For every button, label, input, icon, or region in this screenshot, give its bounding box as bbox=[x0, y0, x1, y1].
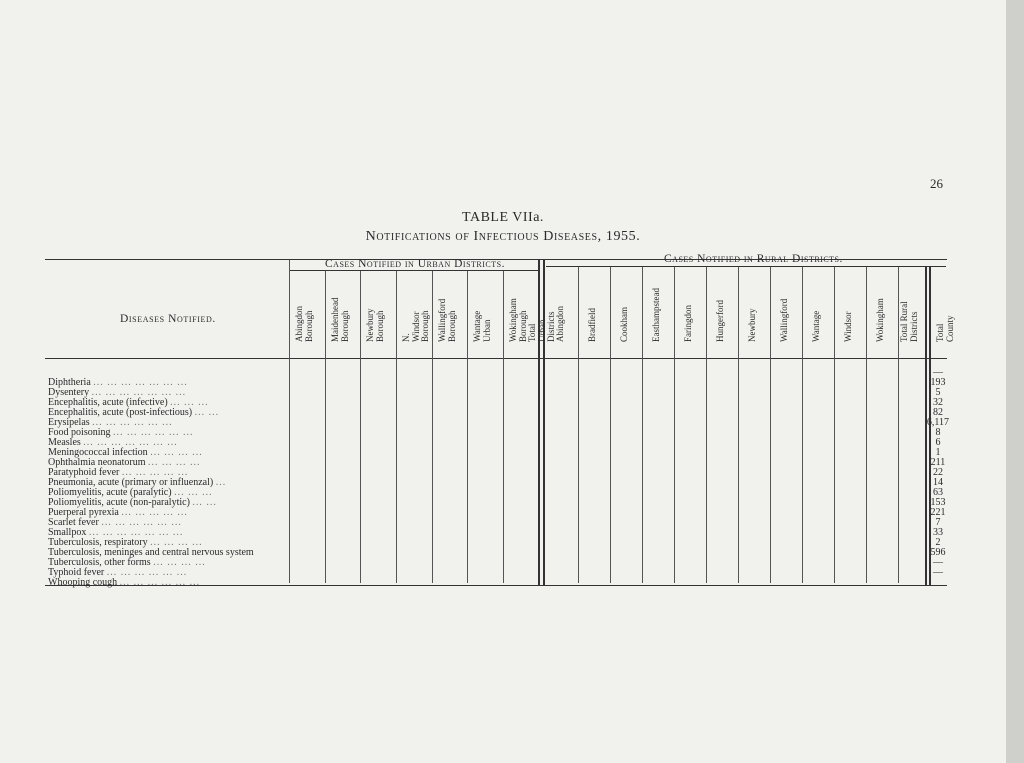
col-divider bbox=[834, 267, 835, 583]
total-county-cell: 1 bbox=[935, 447, 941, 458]
urban-group-heading: Cases Notified in Urban Districts. bbox=[325, 258, 505, 270]
disease-label: Poliomyelitis, acute (non-paralytic) ... ... bbox=[48, 497, 217, 508]
col-header-rural-windsor: Windsor bbox=[843, 311, 853, 342]
total-county-cell: 6,117 bbox=[926, 417, 950, 428]
total-county-cell: — bbox=[933, 557, 943, 568]
rural-group-rule bbox=[546, 266, 946, 267]
total-county-cell: 221 bbox=[930, 507, 946, 518]
disease-label: Pneumonia, acute (primary or influenzal) ... bbox=[48, 477, 227, 488]
col-divider bbox=[706, 267, 707, 583]
col-divider bbox=[866, 267, 867, 583]
disease-label: Encephalitis, acute (infective) ... ... ... bbox=[48, 397, 209, 408]
disease-label: Food poisoning ... ... ... ... ... ... bbox=[48, 427, 194, 438]
disease-label: Encephalitis, acute (post-infectious) ... ... bbox=[48, 407, 220, 418]
col-header-rural-easthampstead: Easthampstead bbox=[651, 288, 661, 342]
total-county-cell: — bbox=[933, 567, 943, 578]
col-divider bbox=[578, 267, 579, 583]
col-header-urban-newbury: Newbury Borough bbox=[365, 308, 385, 342]
col-header-rural-wokingham: Wokingham bbox=[875, 298, 885, 342]
table-title: Notifications of Infectious Diseases, 1955. bbox=[365, 229, 641, 244]
col-header-rural-newbury: Newbury bbox=[747, 308, 757, 342]
col-header-rural-bradfield: Bradfield bbox=[587, 308, 597, 342]
total-county-cell: 82 bbox=[933, 407, 943, 418]
col-divider bbox=[610, 267, 611, 583]
col-header-urban-wantage: Wantage Urban bbox=[472, 310, 492, 342]
col-divider bbox=[325, 271, 326, 583]
col-divider bbox=[738, 267, 739, 583]
col-header-rural-wantage: Wantage bbox=[811, 310, 821, 342]
total-county-cell: 211 bbox=[930, 457, 946, 468]
rural-group-heading: Cases Notified in Rural Districts. bbox=[664, 253, 843, 265]
disease-label: Scarlet fever ... ... ... ... ... ... bbox=[48, 517, 182, 528]
col-header-rural-cookham: Cookham bbox=[619, 307, 629, 342]
disease-label: Tuberculosis, other forms ... ... ... ... bbox=[48, 557, 206, 568]
disease-label: Typhoid fever ... ... ... ... ... ... bbox=[48, 567, 188, 578]
disease-label: Dysentery ... ... ... ... ... ... ... bbox=[48, 387, 187, 398]
col-divider bbox=[396, 271, 397, 583]
disease-label: Erysipelas ... ... ... ... ... ... bbox=[48, 417, 173, 428]
total-county-cell: 14 bbox=[933, 477, 943, 488]
col-divider bbox=[642, 267, 643, 583]
col-header-rural-hungerford: Hungerford bbox=[715, 300, 725, 342]
disease-label: Tuberculosis, meninges and central nervous system bbox=[48, 547, 254, 558]
col-divider bbox=[802, 267, 803, 583]
col-divider bbox=[674, 267, 675, 583]
header-bottom-rule bbox=[45, 358, 947, 359]
col-header-urban-n-windsor: N. Windsor Borough bbox=[401, 310, 430, 342]
total-county-cell: 2 bbox=[935, 537, 941, 548]
total-county-cell: 32 bbox=[933, 397, 943, 408]
total-county-cell: 6 bbox=[935, 437, 941, 448]
col-divider bbox=[467, 271, 468, 583]
total-county-cell: 63 bbox=[933, 487, 943, 498]
col-divider bbox=[289, 260, 290, 583]
disease-label: Ophthalmia neonatorum ... ... ... ... bbox=[48, 457, 201, 468]
disease-label: Whooping cough ... ... ... ... ... ... bbox=[48, 577, 201, 588]
col-header-rural-wallingford: Wallingford bbox=[779, 298, 789, 342]
col-divider bbox=[770, 267, 771, 583]
col-divider bbox=[360, 271, 361, 583]
col-header-urban-wokingham: Wokingham Borough bbox=[508, 298, 528, 342]
page-number: 26 bbox=[930, 176, 943, 191]
total-county-cell: 596 bbox=[930, 547, 946, 558]
disease-label: Meningococcal infection ... ... ... ... bbox=[48, 447, 203, 458]
disease-label: Poliomyelitis, acute (paralytic) ... ... ... bbox=[48, 487, 213, 498]
disease-label: Paratyphoid fever ... ... ... ... ... bbox=[48, 467, 189, 478]
page-edge bbox=[1006, 0, 1024, 763]
total-county-cell: — bbox=[933, 367, 943, 378]
total-county-cell: 153 bbox=[930, 497, 946, 508]
urban-group-rule bbox=[290, 270, 538, 271]
col-header-rural-faringdon: Faringdon bbox=[683, 305, 693, 342]
diseases-notified-heading: Diseases Notified. bbox=[120, 313, 216, 325]
col-header-rural-abingdon: Abingdon bbox=[555, 306, 565, 342]
total-county-cell: 8 bbox=[935, 427, 941, 438]
total-county-cell: 7 bbox=[935, 517, 941, 528]
disease-label: Puerperal pyrexia ... ... ... ... ... bbox=[48, 507, 188, 518]
col-divider bbox=[503, 271, 504, 583]
col-header-total-county: Total County bbox=[935, 315, 955, 342]
total-county-cell: 22 bbox=[933, 467, 943, 478]
disease-label: Diphtheria ... ... ... ... ... ... ... bbox=[48, 377, 188, 388]
total-county-cell: 33 bbox=[933, 527, 943, 538]
col-header-urban-abingdon: Abingdon Borough bbox=[294, 306, 314, 342]
col-header-total-rural: Total Rural Districts bbox=[899, 301, 919, 342]
disease-label: Smallpox ... ... ... ... ... ... ... bbox=[48, 527, 184, 538]
disease-label: Tuberculosis, respiratory ... ... ... ... bbox=[48, 537, 203, 548]
col-divider bbox=[432, 271, 433, 583]
total-county-cell: 5 bbox=[935, 387, 941, 398]
col-header-urban-maidenhead: Maidenhead Borough bbox=[330, 297, 350, 342]
col-header-urban-wallingford: Wallingford Borough bbox=[437, 298, 457, 342]
col-header-total-urban: Total Urban Districts bbox=[527, 311, 556, 342]
table-label: TABLE VIIa. bbox=[462, 210, 544, 225]
disease-label: Measles ... ... ... ... ... ... ... bbox=[48, 437, 178, 448]
total-county-cell: 193 bbox=[930, 377, 946, 388]
